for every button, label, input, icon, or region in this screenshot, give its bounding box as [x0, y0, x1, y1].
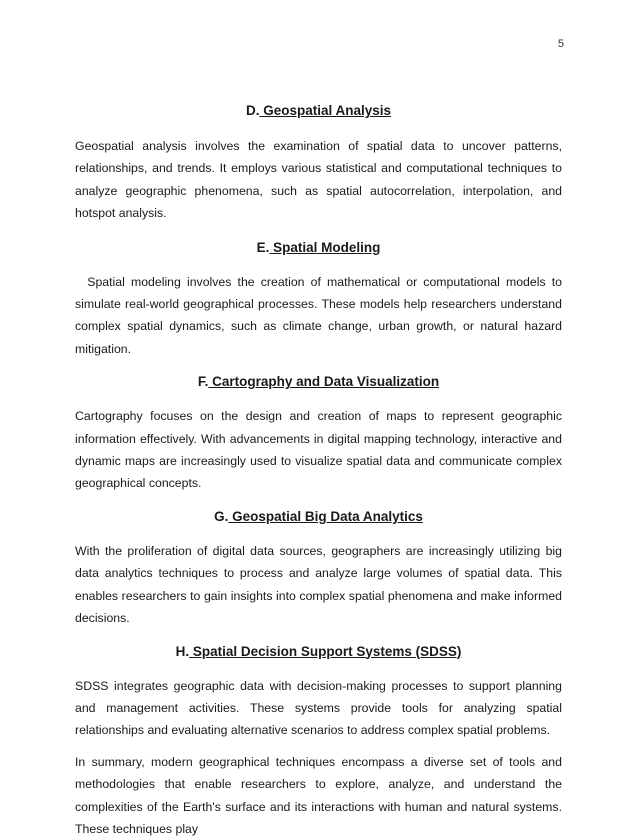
section-paragraph-cartography: Cartography focuses on the design and creation of maps to represent geographic information effectively. With advancements in digital mapping technology, interactive and dynamic maps are increasingly used to visualize spatial data and communicate complex geographical concepts. — [75, 409, 562, 491]
section-heading-sdss — [75, 641, 562, 663]
section-title: Geospatial Big Data Analytics — [228, 508, 423, 524]
section-title: Spatial Decision Support Systems (SDSS) — [189, 643, 462, 659]
section-letter: D. — [245, 103, 260, 118]
section-heading-spatial-modeling — [75, 237, 562, 259]
section-letter: F. — [197, 374, 209, 390]
section-title: Geospatial Analysis — [259, 103, 392, 118]
section-paragraph-spatial-modeling: Spatial modeling involves the creation of mathematical or computational models to simulate real-world geographical processes. These models help researchers understand complex spatial dynamics, such as climate change, urban growth, or natural hazard mitigation. — [75, 274, 562, 356]
section-letter: E. — [256, 239, 270, 255]
section-letter: G. — [214, 508, 229, 524]
section-paragraph-geospatial-analysis: Geospatial analysis involves the examination of spatial data to uncover patterns, relationships, and trends. It employs various statistical and computational techniques to analyze geographic phenomena, such as spatial autocorrelation, interpolation, and hotspot analysis. — [75, 139, 562, 221]
section-paragraph-big-data-analytics: With the proliferation of digital data sources, geographers are increasingly utilizing big data analytics techniques to process and analyze large volumes of spatial data. This enables researchers to gain insights into complex spatial phenomena and make informed decisions. — [75, 543, 562, 626]
section-title: Spatial Modeling — [269, 239, 381, 255]
section-heading-big-data-analytics — [75, 506, 562, 528]
section-heading-cartography — [75, 371, 562, 393]
section-title: Cartography and Data Visualization — [208, 374, 440, 390]
document-body — [75, 100, 562, 840]
page-number: 5 — [557, 38, 564, 50]
section-heading-geospatial-analysis — [75, 100, 562, 122]
section-letter: H. — [175, 643, 190, 659]
section-paragraph-sdss: SDSS integrates geographic data with decision-making processes to support planning and management activities. These systems provide tools for analyzing spatial relationships and evaluating alternative scenarios to address complex spatial problems. — [75, 678, 562, 738]
summary-paragraph: In summary, modern geographical techniques encompass a diverse set of tools and methodologies that enable researchers to explore, analyze, and understand the complexities of the Earth's surface and its interactions with human and natural systems. These techniques play — [75, 754, 562, 836]
